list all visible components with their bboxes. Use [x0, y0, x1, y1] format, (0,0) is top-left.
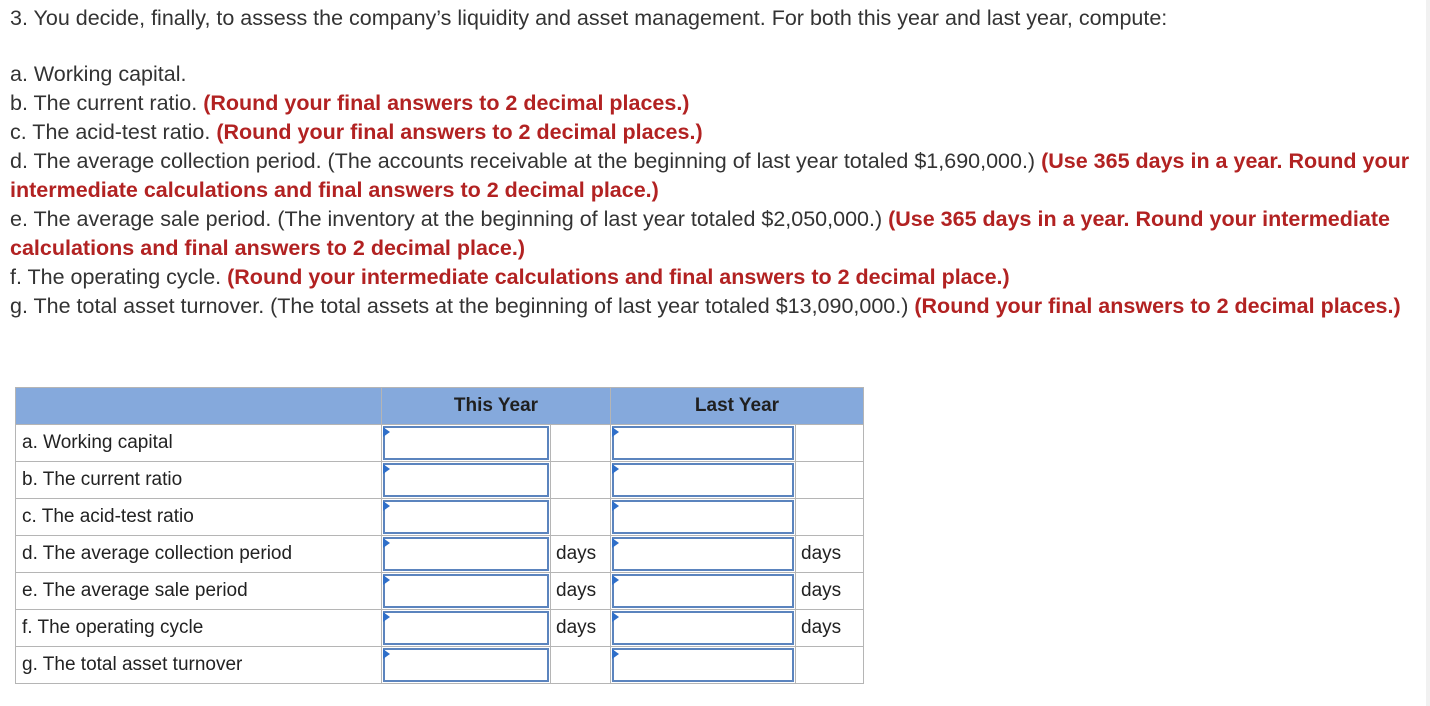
last-year-cell — [611, 573, 796, 610]
this-year-cell — [382, 499, 551, 536]
unit-label: days — [796, 573, 864, 610]
working-capital-last-year-input[interactable] — [612, 426, 794, 460]
unit-label — [796, 647, 864, 684]
header-this-year: This Year — [382, 388, 611, 425]
question-item-g — [10, 292, 1422, 321]
operating-cycle-this-year-input[interactable] — [383, 611, 549, 645]
question-item-text: e. The average sale period. (The inventory at the beginning of last year totaled $2,050,000.) — [10, 207, 889, 231]
row-label: a. Working capital — [16, 425, 382, 462]
question-item-note: (Round your final answers to 2 decimal places.) — [203, 91, 690, 115]
last-year-cell — [611, 499, 796, 536]
question-item-e — [10, 205, 1422, 263]
question-intro: 3. You decide, finally, to assess the company’s liquidity and asset management. For both this year and last year, compute: — [10, 6, 1168, 30]
table-row — [16, 462, 864, 499]
current-ratio-last-year-input[interactable] — [612, 463, 794, 497]
question-item-note: (Round your final answers to 2 decimal places.) — [914, 294, 1401, 318]
row-label: f. The operating cycle — [16, 610, 382, 647]
question-item-note: (Use 365 days in a year. Round your intermediate calculations and final answers to 2 decimal place.) — [10, 207, 1390, 260]
last-year-cell — [611, 610, 796, 647]
unit-label — [551, 462, 611, 499]
question-item-text: d. The average collection period. (The accounts receivable at the beginning of last year totaled $1,690,000.) — [10, 149, 1042, 173]
row-label: d. The average collection period — [16, 536, 382, 573]
this-year-cell — [382, 610, 551, 647]
question-item-text: g. The total asset turnover. (The total assets at the beginning of last year totaled $13,090,000.) — [10, 294, 915, 318]
question-item-d — [10, 147, 1422, 205]
question-text — [10, 4, 1422, 321]
question-item-f — [10, 263, 1422, 292]
question-item-text: c. The acid-test ratio. — [10, 120, 217, 144]
question-item-a — [10, 60, 1422, 89]
acid-test-ratio-last-year-input[interactable] — [612, 500, 794, 534]
question-item-b — [10, 89, 1422, 118]
this-year-cell — [382, 536, 551, 573]
this-year-cell — [382, 647, 551, 684]
unit-label — [551, 425, 611, 462]
unit-label: days — [796, 610, 864, 647]
table-row — [16, 499, 864, 536]
question-item-text: a. Working capital. — [10, 62, 187, 86]
this-year-cell — [382, 425, 551, 462]
average-sale-period-this-year-input[interactable] — [383, 574, 549, 608]
average-collection-period-this-year-input[interactable] — [383, 537, 549, 571]
table-row — [16, 647, 864, 684]
total-asset-turnover-this-year-input[interactable] — [383, 648, 549, 682]
table-row — [16, 573, 864, 610]
unit-label — [551, 647, 611, 684]
unit-label: days — [551, 536, 611, 573]
unit-label: days — [796, 536, 864, 573]
table-row — [16, 425, 864, 462]
answer-table — [15, 387, 864, 684]
question-item-note: (Use 365 days in a year. Round your intermediate calculations and final answers to 2 decimal place.) — [10, 149, 1410, 202]
working-capital-this-year-input[interactable] — [383, 426, 549, 460]
question-item-c — [10, 118, 1422, 147]
row-label: b. The current ratio — [16, 462, 382, 499]
operating-cycle-last-year-input[interactable] — [612, 611, 794, 645]
total-asset-turnover-last-year-input[interactable] — [612, 648, 794, 682]
last-year-cell — [611, 462, 796, 499]
answer-table-header — [16, 388, 864, 425]
page-edge-strip — [1426, 0, 1430, 706]
average-sale-period-last-year-input[interactable] — [612, 574, 794, 608]
header-last-year: Last Year — [611, 388, 864, 425]
this-year-cell — [382, 573, 551, 610]
row-label: g. The total asset turnover — [16, 647, 382, 684]
last-year-cell — [611, 647, 796, 684]
last-year-cell — [611, 536, 796, 573]
table-row — [16, 536, 864, 573]
question-item-text: f. The operating cycle. — [10, 265, 228, 289]
last-year-cell — [611, 425, 796, 462]
unit-label — [796, 499, 864, 536]
average-collection-period-last-year-input[interactable] — [612, 537, 794, 571]
unit-label: days — [551, 573, 611, 610]
this-year-cell — [382, 462, 551, 499]
table-row — [16, 610, 864, 647]
unit-label — [796, 462, 864, 499]
current-ratio-this-year-input[interactable] — [383, 463, 549, 497]
row-label: c. The acid-test ratio — [16, 499, 382, 536]
acid-test-ratio-this-year-input[interactable] — [383, 500, 549, 534]
header-blank — [16, 388, 382, 425]
question-item-text: b. The current ratio. — [10, 91, 204, 115]
unit-label: days — [551, 610, 611, 647]
question-item-note: (Round your intermediate calculations and final answers to 2 decimal place.) — [227, 265, 1010, 289]
row-label: e. The average sale period — [16, 573, 382, 610]
unit-label — [796, 425, 864, 462]
unit-label — [551, 499, 611, 536]
question-item-note: (Round your final answers to 2 decimal places.) — [216, 120, 703, 144]
